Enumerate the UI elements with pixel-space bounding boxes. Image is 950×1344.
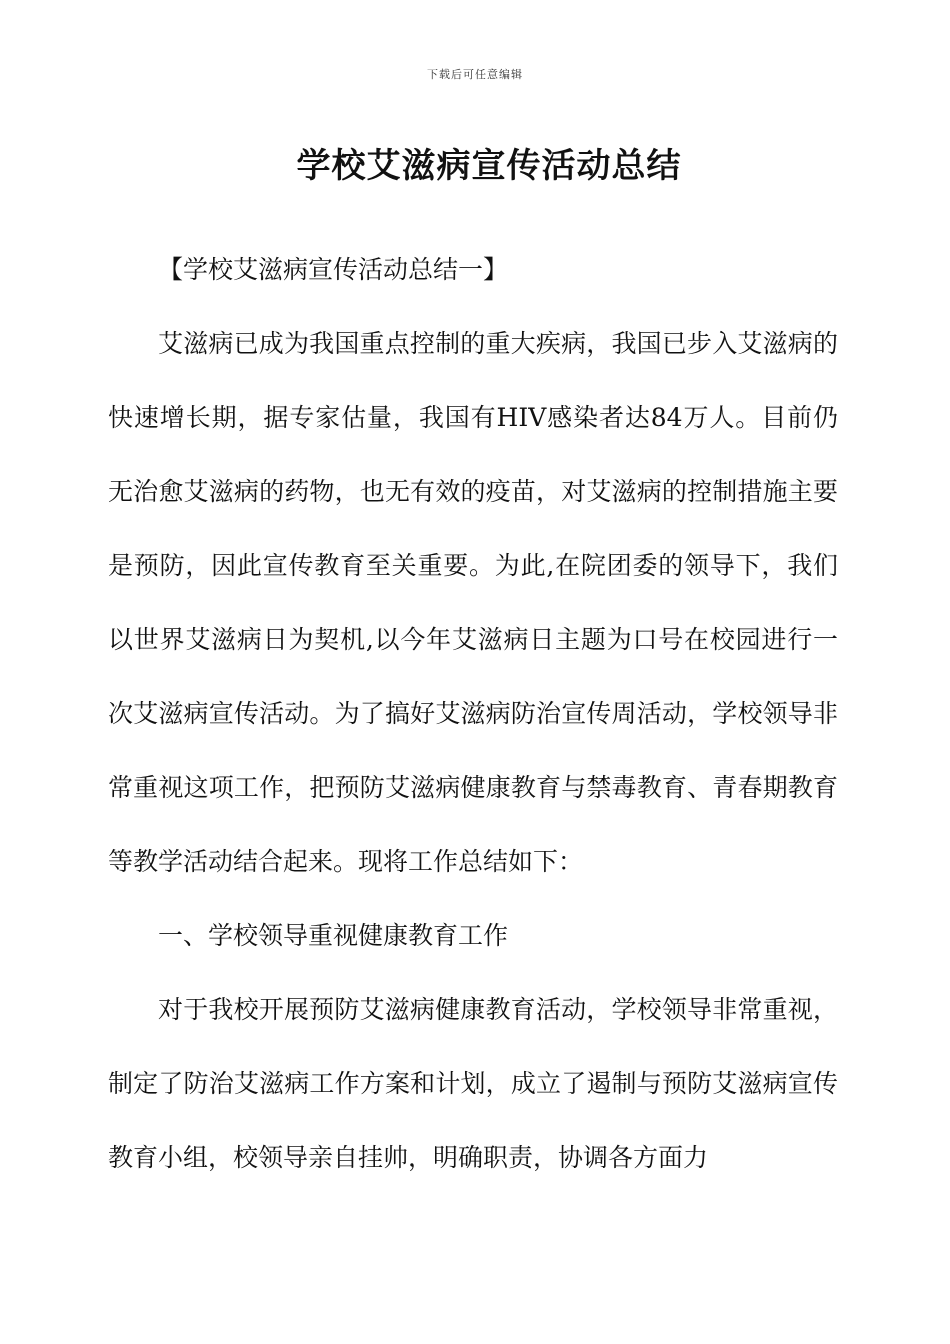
section-subtitle: 【学校艾滋病宣传活动总结一】 — [158, 255, 509, 284]
header-note: 下载后可任意编辑 — [427, 68, 523, 81]
document-body — [108, 233, 838, 1195]
section-heading-1: 一、学校领导重视健康教育工作 — [158, 921, 509, 950]
document-title: 学校艾滋病宣传活动总结 — [296, 146, 682, 186]
paragraph-intro: 艾滋病已成为我国重点控制的重大疾病，我国已步入艾滋病的快速增长期，据专家估量，我国有HIV感染者达84万人。目前仍无治愈艾滋病的药物，也无有效的疫苗，对艾滋病的控制措施主要是预防，因此宣传教育至关重要。为此,在院团委的领导下，我们以世界艾滋病日为契机,以今年艾滋病日主题为口号在校园进行一次艾滋病宣传活动。为了搞好艾滋病防治宣传周活动，学校领导非常重视这项工作，把预防艾滋病健康教育与禁毒教育、青春期教育等教学活动结合起来。现将工作总结如下： — [108, 329, 838, 876]
paragraph-leadership: 对于我校开展预防艾滋病健康教育活动，学校领导非常重视，制定了防治艾滋病工作方案和计划，成立了遏制与预防艾滋病宣传教育小组，校领导亲自挂帅，明确职责，协调各方面力 — [108, 995, 838, 1172]
